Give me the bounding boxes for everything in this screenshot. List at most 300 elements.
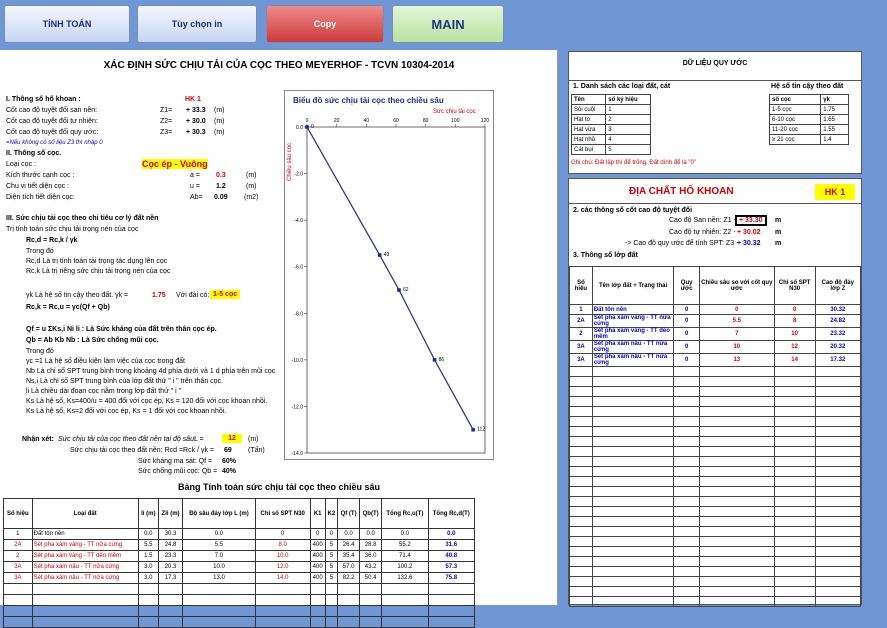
table-cell: 3.0 [138,562,158,573]
table-cell [815,507,860,517]
table-cell [815,587,860,597]
conf-row [770,105,849,115]
table-cell [158,617,182,628]
y-tick-label: -12.0 [291,404,303,411]
conf-piles: 6-10 cọc [770,115,821,125]
table-cell [382,617,428,628]
calc-col-header: Tổng Rc,d(T) [428,499,474,529]
table-cell [570,547,593,557]
table-cell [674,527,700,537]
table-cell: 0 [674,354,700,367]
ab-symbol: Ab= [190,194,203,201]
table-cell [774,417,815,427]
table-row [570,527,861,537]
formula-rcd: Rc,d = Rc,k / γk [26,237,78,244]
table-cell [815,567,860,577]
table-cell: 17.3 [158,573,182,584]
table-cell [592,387,673,397]
conf-row [770,115,849,125]
table-cell: 0 [310,529,325,540]
table-cell [699,577,774,587]
dia-chat-ho-khoan-panel [568,178,862,605]
table-cell [674,507,700,517]
table-cell [325,617,337,628]
table-cell [815,417,860,427]
table-cell [570,577,593,587]
table-cell [570,537,593,547]
table-cell [592,537,673,547]
data-point [378,253,382,257]
table-row [570,315,861,328]
table-cell [570,487,593,497]
data-point [433,358,437,362]
voi-dai-label: Với đài có: [176,292,210,299]
table-cell: 20.3 [158,562,182,573]
tinh-toan-button[interactable]: TÍNH TOÁN [4,5,130,43]
chu-vi-label: Chu vi tiết diện cọc : [6,183,70,190]
table-cell: 57.3 [428,562,474,573]
table-cell [699,517,774,527]
col-yk: γk [821,95,849,105]
table-cell [592,427,673,437]
y-tick-label: -10.0 [291,357,303,364]
table-cell: 13 [699,354,774,367]
table-cell [570,387,593,397]
table-cell: 400 [310,573,325,584]
table-cell [815,457,860,467]
table-cell [815,537,860,547]
a-value[interactable]: 0.3 [216,172,226,179]
table-row [570,417,861,427]
table-row [570,377,861,387]
copy-button[interactable]: Copy [266,5,384,43]
table-cell [338,617,360,628]
table-cell: 82.2 [338,573,360,584]
section-2-heading: II. Thông số cọc. [6,150,62,157]
table-cell: 7 [699,328,774,341]
table-cell [570,587,593,597]
table-cell [570,457,593,467]
table-cell: 0.0 [183,529,255,540]
table-cell [774,477,815,487]
table-cell [699,447,774,457]
conf-factor: 1.4 [821,135,849,145]
gk-value: 1.75 [152,292,166,299]
hk-r3-label: -> Cao độ quy ước để tính SPT: Z3 - [625,240,739,247]
table-cell [674,387,700,397]
hk-r2-unit: m [775,229,782,236]
table-cell [815,407,860,417]
table-cell [774,377,815,387]
gk-text: γk Là hệ số tin cậy theo đất. γk = [26,292,129,299]
table-cell: 0.0 [382,529,428,540]
table-cell [592,517,673,527]
table-cell [360,617,382,628]
table-cell [310,595,325,606]
col-ky-hieu: số ký hiệu [606,95,651,105]
table-cell [774,387,815,397]
capacity-series-line [307,127,473,430]
text-line: Rc,d Là trị tính toán tải trọng tác dụng lên cọc [26,258,168,265]
table-cell [774,397,815,407]
hk-col-header: Chiều sâu so với cốt quy ước [699,267,774,305]
table-cell [183,617,255,628]
table-cell: 1 [4,529,33,540]
table-cell [699,387,774,397]
table-cell [699,527,774,537]
table-cell [699,377,774,387]
table-cell: Sét pha xám vàng - TT nửa cứng [592,315,673,328]
z3-value[interactable]: + 30.3 [186,129,206,136]
formula-rck: Rc,k = Rc,u = γc(Qf + Qb) [26,304,110,311]
table-row [4,562,475,573]
soil-code: 1 [606,105,651,115]
table-cell [699,417,774,427]
calc-col-header: Loại đất [32,499,138,529]
data-point [305,125,309,129]
table-cell: 31.6 [428,540,474,551]
data-label: 86 [438,356,445,363]
table-cell [699,537,774,547]
table-cell [674,517,700,527]
table-cell: 26.4 [338,540,360,551]
table-cell [32,617,138,628]
x-tick-label: 40 [363,118,370,124]
table-cell [674,447,700,457]
dien-tich-label: Diện tích tiết diện cọc: [6,194,75,201]
table-cell [774,517,815,527]
table-row [570,354,861,367]
table-cell: 2A [4,540,33,551]
text-line: Ks Là hệ số, Ks=400/u = 400 đối với cọc ép, Ks = 120 đối với cọc khoan nhồi. [26,398,268,405]
calc-col-header: Zli (m) [158,499,182,529]
section-3-heading: III. Sức chịu tải cọc theo chỉ tiêu cơ lý đất nền [6,215,159,222]
table-cell [674,467,700,477]
table-cell [699,497,774,507]
table-row [4,551,475,562]
y-tick-label: 0.0 [296,125,303,131]
table-cell [338,595,360,606]
table-cell [815,547,860,557]
tuy-chon-in-button[interactable]: Tùy chọn in [137,5,257,43]
table-row [570,467,861,477]
x-tick-label: 100 [451,118,460,124]
table-row [570,517,861,527]
table-cell: Đất tôn nền [32,529,138,540]
capacity-chart-svg [285,91,493,459]
table-cell: 0.0 [338,529,360,540]
nhan-xet-3: Sức kháng ma sát: Qf = [138,458,213,465]
table-cell [815,477,860,487]
a-unit: (m) [246,172,257,179]
table-cell: 40.8 [428,551,474,562]
table-cell [138,595,158,606]
table-cell [360,595,382,606]
table-cell: 57.0 [338,562,360,573]
u-unit: (m) [246,183,257,190]
u-value: 1.2 [216,183,226,190]
table-cell: 2 [570,328,593,341]
table-cell [570,377,593,387]
z2-label: Z2= [160,118,173,125]
table-cell [158,584,182,595]
table-row [570,447,861,457]
hk-r1-value[interactable]: + 33.30 [735,215,767,226]
soil-name: Hạt nhỏ [572,135,606,145]
table-cell [255,617,310,628]
table-cell: 23.3 [158,551,182,562]
hk-panel-name[interactable]: HK 1 [815,184,855,200]
data-point [471,428,475,432]
table-cell: 5 [325,551,337,562]
table-cell [674,487,700,497]
table-cell: 20.32 [815,341,860,354]
table-row [570,457,861,467]
table-cell [815,517,860,527]
page-title: XÁC ĐỊNH SỨC CHỊU TẢI CỦA CỌC THEO MEYERHOF - TCVN 10304-2014 [103,60,455,71]
loai-coc-label: Loại cọc : [6,161,36,168]
table-cell [674,457,700,467]
table-cell: Sét pha xám nâu - TT nửa cứng [592,341,673,354]
table-cell: 8.0 [255,540,310,551]
du-lieu-quy-uoc-panel [568,51,862,174]
table-row [4,617,475,628]
table-cell [774,567,815,577]
table-cell [570,567,593,577]
soil-code: 3 [606,125,651,135]
table-row [570,507,861,517]
table-cell [815,437,860,447]
table-cell: Sét pha xám nâu - TT nửa cứng [32,562,138,573]
table-cell [570,557,593,567]
hk-panel-title: ĐỊA CHẤT HỐ KHOAN [629,186,734,197]
table-cell: 35.4 [338,551,360,562]
calc-col-header: Qb(T) [360,499,382,529]
table-cell: 7.0 [183,551,255,562]
table-cell [360,584,382,595]
table-cell [815,597,860,607]
depth-l-label: L = [194,436,204,443]
table-row [570,547,861,557]
table-cell [570,527,593,537]
voi-dai-value[interactable]: 1-5 cọc [210,290,240,299]
calc-col-header: li (m) [138,499,158,529]
cot-quy-uoc-label: Cốt cao độ tuyệt đối quy ước: [6,129,99,136]
data-label: 0 [311,124,314,130]
z1-value[interactable]: + 33.3 [186,107,206,114]
hk-r2-value[interactable]: + 30.02 [737,229,761,236]
soil-row [572,145,651,155]
table-cell [4,584,33,595]
table-cell: 12 [774,341,815,354]
du-lieu-note: Ghi chú: Đất lấp thì để trống, Đất dính để là "0" [571,160,697,166]
table-cell [4,595,33,606]
table-cell [674,417,700,427]
table-cell [774,427,815,437]
table-cell [592,467,673,477]
table-cell: Sét pha xám vàng - TT nửa cứng [32,540,138,551]
table-cell [774,537,815,547]
rcd-unit: (Tấn) [248,447,265,454]
table-cell [699,567,774,577]
text-line: Rc,k Là trị riêng sức chịu tải trọng nén của cọc [26,268,171,275]
table-cell [674,377,700,387]
table-cell: 1.5 [138,551,158,562]
table-row [570,341,861,354]
table-cell [815,367,860,377]
table-row [570,407,861,417]
table-cell [570,467,593,477]
table-cell: 14.0 [255,573,310,584]
table-cell [158,606,182,617]
main-button[interactable]: MAIN [392,5,504,43]
table-cell [774,437,815,447]
conf-title: Hệ số tin cậy theo đất [771,83,844,90]
hk-layer-table [569,266,861,607]
table-row [570,305,861,315]
hk-col-header: Tên lớp đất + Trạng thái [592,267,673,305]
table-cell [592,487,673,497]
table-cell [699,397,774,407]
x-tick-label: 80 [422,118,429,124]
table-cell [183,606,255,617]
z-note: =Nếu không có số liệu Z3 thì nhập 0 [6,140,103,146]
y-tick-label: -14.0 [291,451,303,457]
table-cell [699,467,774,477]
table-row [570,497,861,507]
table-cell [699,547,774,557]
table-cell [428,606,474,617]
table-row [4,529,475,540]
du-lieu-title: DỮ LIỆU QUY ƯỚC [682,60,748,67]
hk-col-header: Cao độ đáy lớp Z [815,267,860,305]
table-cell [699,427,774,437]
table-cell [815,557,860,567]
z2-unit: (m) [214,118,225,125]
nhan-xet-2: Sức chịu tải cọc theo đất nền: Rcd =Rck / γk = [70,447,214,454]
table-cell [570,447,593,457]
table-cell [4,617,33,628]
data-label: 49 [383,252,390,259]
kich-thuoc-label: Kích thước cạnh cọc : [6,172,75,179]
chart-title: Biểu đồ sức chịu tải cọc theo chiều sâu [293,96,444,105]
u-symbol: u = [190,183,200,190]
depth-l-value[interactable]: 12 [222,434,242,443]
table-cell [815,377,860,387]
table-cell [674,537,700,547]
table-cell [32,584,138,595]
table-cell: Sét pha xám vàng - TT dẻo mềm [592,328,673,341]
table-cell [815,577,860,587]
table-cell [32,595,138,606]
soil-code: 2 [606,115,651,125]
soil-list-title: 1. Danh sách các loại đất, cát [573,83,671,90]
table-cell [428,584,474,595]
loai-coc-value[interactable]: Cọc ép - Vuông [142,159,208,169]
table-cell [674,497,700,507]
table-cell: 3A [4,573,33,584]
table-cell: Đất tôn nền [592,305,673,315]
table-cell [592,457,673,467]
table-cell: 71.4 [382,551,428,562]
z3-unit: (m) [214,129,225,136]
table-cell [815,447,860,457]
table-cell [815,387,860,397]
table-cell [592,477,673,487]
table-row [570,567,861,577]
soil-row [572,135,651,145]
table-cell: 28.8 [360,540,382,551]
plot-area [307,127,485,453]
table-cell [570,497,593,507]
table-cell [382,606,428,617]
table-cell: 13.0 [183,573,255,584]
table-cell [674,567,700,577]
y-tick-label: -2.0 [294,171,303,178]
table-cell [570,407,593,417]
hk-col-header: Quy ước [674,267,700,305]
calc-col-header: Chỉ số SPT N30 [255,499,310,529]
text-line: Trong đó [26,348,54,355]
table-row [570,557,861,567]
text-line: Trị tính toán sức chịu tải trọng nén của cọc [6,226,139,233]
table-row [570,587,861,597]
conf-factor: 1.75 [821,105,849,115]
table-cell [592,367,673,377]
table-cell: 0 [325,529,337,540]
soil-row [572,115,651,125]
table-cell [570,427,593,437]
calc-col-header: Số hiệu [4,499,33,529]
table-cell: 10.0 [183,562,255,573]
table-cell [699,487,774,497]
table-row [570,427,861,437]
table-cell [570,437,593,447]
table-cell: 5.5 [138,540,158,551]
table-row [4,584,475,595]
table-cell [570,397,593,407]
table-cell: Sét pha xám vàng - TT dẻo mềm [32,551,138,562]
table-cell [382,584,428,595]
table-cell [674,587,700,597]
calc-col-header: K1 [310,499,325,529]
nhan-xet-label: Nhận xét: [22,436,54,443]
soil-code: 5 [606,145,651,155]
z2-value[interactable]: + 30.0 [186,118,206,125]
table-cell: 3A [570,341,593,354]
table-cell [158,595,182,606]
table-cell: 0 [674,341,700,354]
text-line: Nb Là chỉ số SPT trung bình trong khoảng 4d phía dưới và 1 d phía trên mũi cọc [26,368,276,375]
table-cell: 0.0 [360,529,382,540]
soil-name: Cát bụi [572,145,606,155]
table-cell [674,437,700,447]
table-cell [428,595,474,606]
table-cell [699,437,774,447]
table-cell [674,577,700,587]
table-cell: 3A [4,562,33,573]
table-cell [570,417,593,427]
table-cell: 100.2 [382,562,428,573]
table-cell: 0 [674,305,700,315]
col-ten: Tên [572,95,606,105]
table-cell [815,527,860,537]
depth-l-unit: (m) [248,436,259,443]
table-row [4,595,475,606]
table-cell [674,547,700,557]
table-cell [592,397,673,407]
table-row [570,328,861,341]
